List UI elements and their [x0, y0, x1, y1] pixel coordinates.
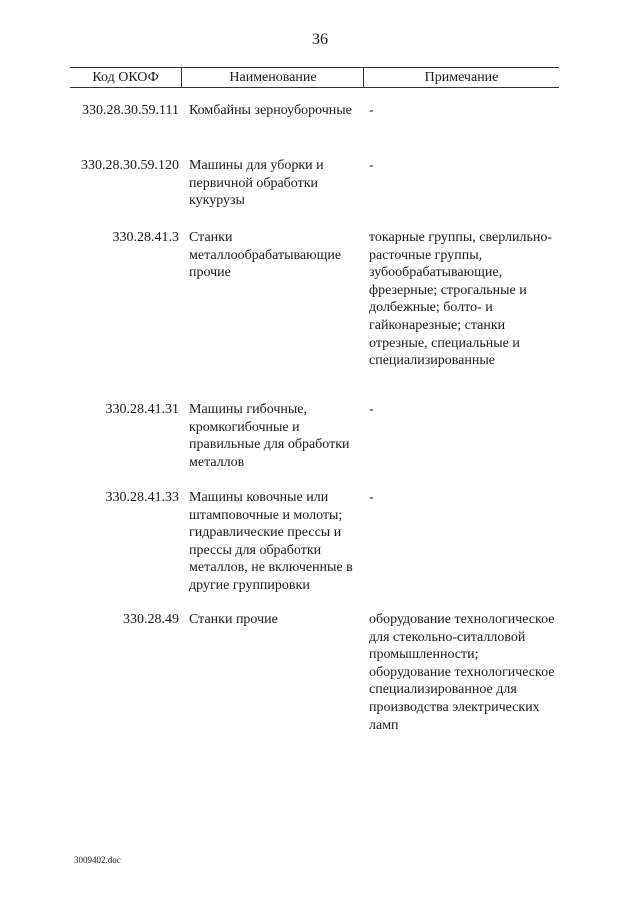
row-code: 330.28.41.33	[105, 490, 179, 505]
row-name: Машины для уборки и первичной обработки кукурузы	[189, 158, 324, 209]
row-name: Станки металлообрабатывающие прочие	[189, 230, 342, 281]
row-name: Машины гибочные, кромкогибочные и правильные для обработки металлов	[189, 402, 350, 470]
row-code: 330.28.49	[123, 612, 179, 627]
row-name: Машины ковочные или штамповочные и молоты; гидравлические прессы и прессы для обработки металлов, не включенные в другие группировки	[189, 490, 353, 593]
header-bottom-rule	[70, 87, 559, 88]
row-code: 330.28.41.31	[105, 402, 179, 417]
row-note: -	[369, 103, 374, 118]
header-code: Код ОКОФ	[92, 70, 159, 85]
document-id: 3009402.doc	[74, 855, 121, 865]
row-note: токарные группы, сверлильно-расточные группы, зубообрабатывающие, фрезерные; строгальные и долбежные; болто- и гайконарезные; станки отрезные, специальные и специализированные	[369, 230, 553, 369]
row-code: 330.28.30.59.111	[82, 103, 179, 118]
row-note: оборудование технологическое для стекольно-ситалловой промышленности; оборудование технологическое специализированное для производства электрических ламп	[369, 612, 555, 733]
header-top-rule	[70, 67, 559, 68]
row-note: -	[369, 402, 374, 417]
row-note: -	[369, 490, 374, 505]
row-name: Станки прочие	[189, 612, 278, 627]
row-code: 330.28.30.59.120	[81, 158, 179, 173]
header-note: Примечание	[424, 70, 499, 85]
row-name: Комбайны зерноуборочные	[189, 103, 352, 118]
header-name: Наименование	[229, 70, 317, 85]
page-number: 36	[312, 31, 328, 48]
row-code: 330.28.41.3	[112, 230, 179, 245]
row-note: -	[369, 158, 374, 173]
